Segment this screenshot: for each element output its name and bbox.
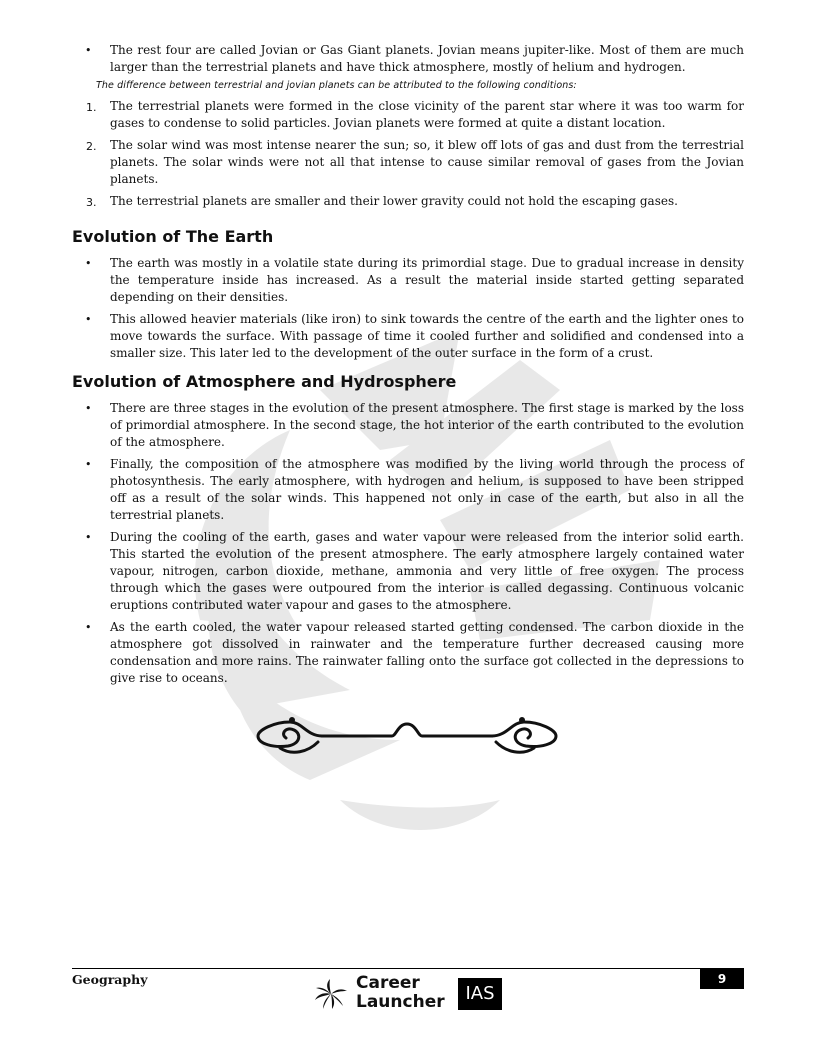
list-item bbox=[72, 42, 744, 76]
atmosphere-bullet-list bbox=[72, 400, 744, 687]
bullet-icon: • bbox=[85, 313, 92, 326]
logo-line-launcher: Launcher bbox=[356, 992, 445, 1012]
earth-bullet-list bbox=[72, 255, 744, 362]
ias-badge: IAS bbox=[458, 978, 502, 1010]
bullet-icon: • bbox=[85, 531, 92, 544]
item-number: 2. bbox=[86, 140, 97, 153]
list-item bbox=[72, 98, 744, 132]
logo-wordmark bbox=[356, 974, 445, 1012]
footer-divider bbox=[72, 968, 744, 969]
conditions-list bbox=[72, 98, 744, 210]
section-heading-evolution-of-earth: Evolution of The Earth bbox=[72, 227, 274, 246]
conditions-caption: The difference between terrestrial and jovian planets can be attributed to the following conditions: bbox=[96, 80, 577, 91]
launcher-swirl-icon bbox=[314, 978, 348, 1010]
bullet-text: The rest four are called Jovian or Gas Giant planets. Jovian means jupiter-like. Most of them are much larger than the terrestrial planets and have thick atmosphere, mostly of helium and hydrogen. bbox=[110, 43, 744, 74]
bullet-text: There are three stages in the evolution of the present atmosphere. The first stage is marked by the loss of primordial atmosphere. In the second stage, the hot interior of the earth contributed to the evolution of the atmosphere. bbox=[110, 401, 744, 449]
bullet-icon: • bbox=[85, 621, 92, 634]
section-heading-atmosphere-hydrosphere: Evolution of Atmosphere and Hydrosphere bbox=[72, 372, 457, 391]
list-item bbox=[72, 193, 744, 210]
bullet-text: This allowed heavier materials (like iron) to sink towards the centre of the earth and the lighter ones to move towards the surface. With passage of time it cooled further and solidified and condensed into a smaller size. This later led to the development of the outer surface in the form of a crust. bbox=[110, 312, 744, 360]
page-number: 9 bbox=[700, 969, 744, 989]
footer-subject: Geography bbox=[72, 972, 148, 987]
list-item bbox=[72, 619, 744, 687]
intro-bullet-list bbox=[72, 42, 744, 76]
list-item bbox=[72, 255, 744, 306]
bullet-icon: • bbox=[85, 458, 92, 471]
item-text: The terrestrial planets are smaller and their lower gravity could not hold the escaping gases. bbox=[110, 194, 678, 208]
item-number: 1. bbox=[86, 101, 97, 114]
list-item bbox=[72, 456, 744, 524]
list-item bbox=[72, 311, 744, 362]
bullet-icon: • bbox=[85, 44, 92, 57]
bullet-text: The earth was mostly in a volatile state during its primordial stage. Due to gradual increase in density the temperature inside has increased. As a result the material inside started getting separated depending on their densities. bbox=[110, 256, 744, 304]
bullet-text: Finally, the composition of the atmosphere was modified by the living world through the process of photosynthesis. The early atmosphere, with hydrogen and helium, is supposed to have been stripped off as a result of the solar winds. This happened not only in case of the earth, but also in all the terrestrial planets. bbox=[110, 457, 744, 522]
bullet-text: During the cooling of the earth, gases and water vapour were released from the interior solid earth. This started the evolution of the present atmosphere. The early atmosphere largely contained water vapour, nitrogen, carbon dioxide, methane, ammonia and very little of free oxygen. The process through which the gases were outpoured from the interior is called degassing. Continuous volcanic eruptions contributed water vapour and gases to the atmosphere. bbox=[110, 530, 744, 612]
bullet-icon: • bbox=[85, 257, 92, 270]
item-number: 3. bbox=[86, 196, 97, 209]
list-item bbox=[72, 137, 744, 188]
bullet-icon: • bbox=[85, 402, 92, 415]
list-item bbox=[72, 529, 744, 614]
bullet-text: As the earth cooled, the water vapour released started getting condensed. The carbon dioxide in the atmosphere got dissolved in rainwater and the temperature further decreased causing more condensation and more rains. The rainwater falling onto the surface got collected in the depressions to give rise to oceans. bbox=[110, 620, 744, 685]
logo-line-career: Career bbox=[356, 973, 420, 993]
item-text: The solar wind was most intense nearer the sun; so, it blew off lots of gas and dust from the terrestrial planets. The solar winds were not all that intense to cause similar removal of gases from the Jovian planets. bbox=[110, 138, 744, 186]
item-text: The terrestrial planets were formed in the close vicinity of the parent star where it was too warm for gases to condense to solid particles. Jovian planets were formed at quite a distant location. bbox=[110, 99, 744, 130]
ornamental-divider-icon bbox=[252, 712, 562, 758]
list-item bbox=[72, 400, 744, 451]
